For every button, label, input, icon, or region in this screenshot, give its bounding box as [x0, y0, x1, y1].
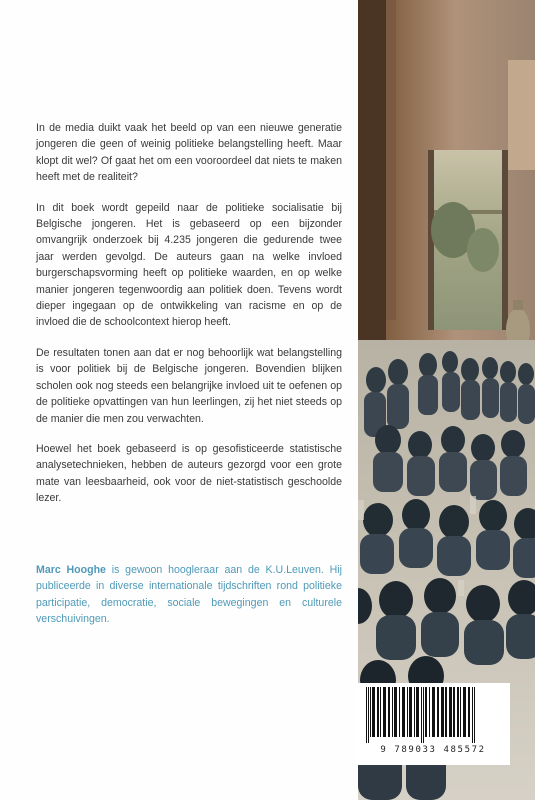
- barcode-bar: [445, 687, 447, 737]
- barcode-bar: [402, 687, 405, 737]
- barcode-bar: [432, 687, 435, 737]
- barcode-bar: [409, 687, 412, 737]
- barcode-bar: [380, 687, 381, 737]
- barcode-bar: [421, 687, 422, 743]
- barcode-bar: [392, 687, 393, 737]
- author-name: Marc Hooghe: [36, 564, 106, 576]
- barcode-bar: [394, 687, 397, 737]
- author-description: is gewoon hoogleraar aan de K.U.Leuven. Hij publiceerde in diverse internationale tijdschriften rond politieke participatie, democratie, sociale bewegingen en culturele verschuivingen.: [36, 564, 342, 626]
- barcode-bar: [366, 687, 367, 743]
- barcode-bar: [463, 687, 466, 737]
- blurb-text: [36, 120, 342, 521]
- barcode-bar: [383, 687, 386, 737]
- barcode-bar: [474, 687, 475, 743]
- barcode-bar: [370, 687, 371, 737]
- blurb-paragraph-4: Hoewel het boek gebaseerd is op gesofisticeerde statistische analysetechnieken, hebben de auteurs gezorgd voor een grote mate van leesbaarheid, ook voor de niet-statistisch geschoolde lezer.: [36, 442, 342, 505]
- blurb-paragraph-3: De resultaten tonen aan dat er nog behoorlijk wat belangstelling is voor politiek bij de Belgische jongeren. Bovendien blijken scholen ook nog steeds een belangrijke invloed uit te oefenen op de politieke opvattingen van hun leerlingen, zij het niet steeds op de manier die men zou verwachten.: [36, 346, 342, 425]
- barcode-bar: [429, 687, 430, 737]
- barcode-bar: [460, 687, 461, 737]
- barcode-bar: [399, 687, 400, 737]
- author-bio: [36, 562, 342, 628]
- cover-painting: [358, 0, 535, 800]
- painting-image: [358, 0, 535, 800]
- barcode-bar: [437, 687, 439, 737]
- barcode-bar: [416, 687, 419, 737]
- isbn-number: 9 789033 485572: [380, 745, 486, 755]
- barcode-bar: [457, 687, 459, 737]
- isbn-barcode: [356, 683, 510, 765]
- barcode-bar: [449, 687, 452, 737]
- barcode-bar: [441, 687, 444, 737]
- barcode-bar: [425, 687, 427, 737]
- barcode-bar: [472, 687, 473, 743]
- blurb-paragraph-2: In dit boek wordt gepeild naar de politieke socialisatie bij Belgische jongeren. Het is gebaseerd op een bijzonder omvangrijk onderzoek bij 4.235 jongeren die gedurende twee jaar werden gevolgd. De auteurs gaan na welke invloed burgerschapsvorming heeft op politieke waarden, en op welke manier jongeren tegenwoordig aan politiek doen. Tevens wordt dieper ingegaan op de ontwikkeling van racisme en op de invloed die de schoolcontext hierop heeft.: [36, 201, 342, 329]
- barcode-bar: [372, 687, 375, 737]
- barcode-bar: [468, 687, 470, 737]
- barcode-bar: [423, 687, 424, 743]
- barcode-bar: [388, 687, 390, 737]
- barcode-bar: [377, 687, 379, 737]
- barcode-bar: [414, 687, 415, 737]
- barcode-bars: [356, 683, 510, 743]
- blurb-paragraph-1: In de media duikt vaak het beeld op van een nieuwe generatie jongeren die geen of weinig politieke belangstelling heeft. Maar klopt dit wel? Of gaat het om een vooroordeel dat niets te maken heeft met de realiteit?: [36, 122, 342, 184]
- barcode-bar: [368, 687, 369, 743]
- barcode-bar: [453, 687, 455, 737]
- barcode-bar: [407, 687, 408, 737]
